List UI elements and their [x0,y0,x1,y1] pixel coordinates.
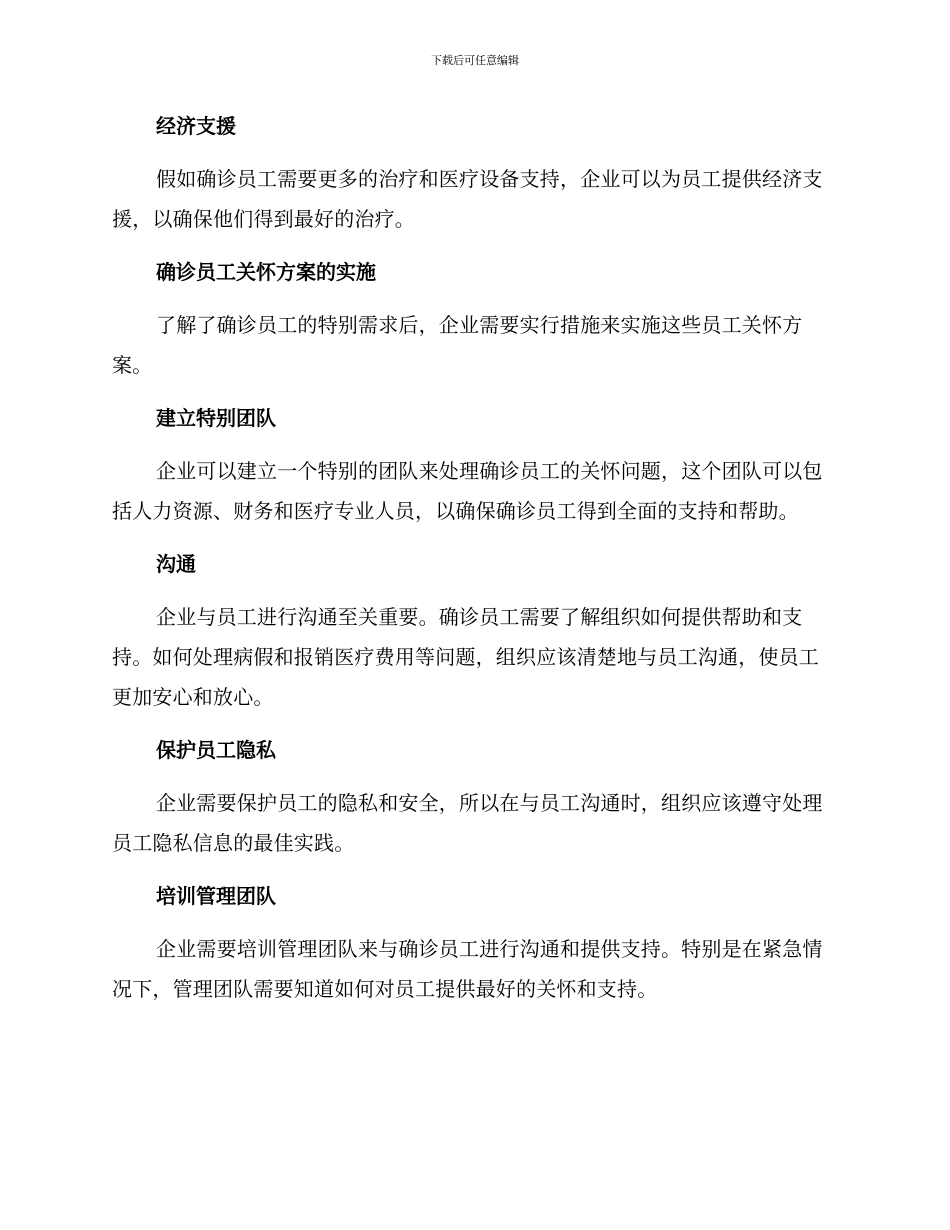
section-heading-management-training: 培训管理团队 [156,884,276,908]
section-paragraph-implementation: 了解了确诊员工的特别需求后，企业需要实行措施来实施这些员工关怀方案。 [112,313,803,377]
section-paragraph-management-training: 企业需要培训管理团队来与确诊员工进行沟通和提供支持。特别是在紧急情况下，管理团队需要知道如何对员工提供最好的关怀和支持。 [112,937,823,1001]
section-heading-privacy: 保护员工隐私 [156,738,276,762]
section-heading-special-team: 建立特别团队 [156,406,276,430]
section-paragraph-privacy: 企业需要保护员工的隐私和安全，所以在与员工沟通时，组织应该遵守处理员工隐私信息的最佳实践。 [112,791,823,855]
section-paragraph-communication: 企业与员工进行沟通至关重要。确诊员工需要了解组织如何提供帮助和支持。如何处理病假和报销医疗费用等问题，组织应该清楚地与员工沟通，使员工更加安心和放心。 [112,605,819,709]
page-header: 下载后可任意编辑 [431,54,519,67]
section-heading-communication: 沟通 [156,552,196,576]
section-heading-implementation: 确诊员工关怀方案的实施 [156,260,376,284]
section-heading-economic-support: 经济支援 [156,114,236,138]
document-body [112,106,832,1022]
section-paragraph-special-team: 企业可以建立一个特别的团队来处理确诊员工的关怀问题，这个团队可以包括人力资源、财务和医疗专业人员，以确保确诊员工得到全面的支持和帮助。 [112,459,823,523]
section-paragraph-economic-support: 假如确诊员工需要更多的治疗和医疗设备支持，企业可以为员工提供经济支援，以确保他们得到最好的治疗。 [112,167,823,231]
